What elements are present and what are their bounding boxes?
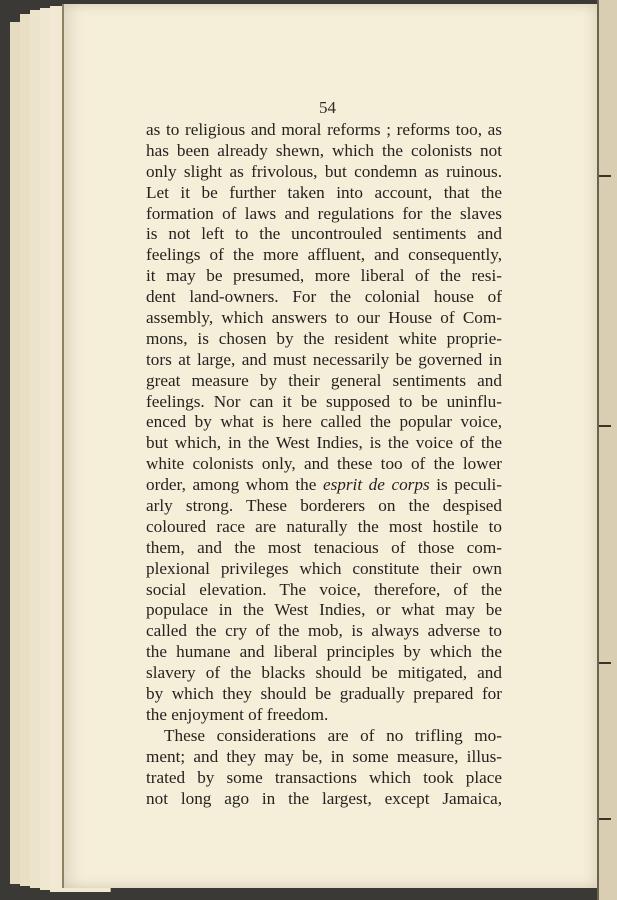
text-line: feelings. Nor can it be supposed to be uninflu-	[146, 391, 502, 411]
text-line: not long ago in the largest, except Jamaica,	[146, 788, 502, 808]
edge-mark	[599, 175, 611, 177]
text-line: as to religious and moral reforms ; reforms too, as	[146, 120, 502, 139]
text-line: coloured race are naturally the most hostile to	[146, 516, 502, 536]
text-line: has been already shewn, which the colonists not	[146, 140, 502, 160]
text-line: is not left to the uncontrouled sentiments and	[146, 224, 502, 244]
text-line: great measure by their general sentiments and	[146, 370, 502, 390]
text-line: assembly, which answers to our House of Com-	[146, 308, 502, 328]
text-line: them, and the most tenacious of those com-	[146, 537, 502, 557]
text-line: trated by some transactions which took place	[146, 767, 502, 787]
text-line: These considerations are of no trifling mo-	[164, 725, 502, 745]
text-line: feelings of the more affluent, and consequently,	[146, 245, 502, 265]
text-line: dent land-owners. For the colonial house of	[146, 287, 502, 307]
text-line: the enjoyment of freedom.	[146, 704, 329, 724]
text-line: populace in the West Indies, or what may be	[146, 600, 502, 620]
text-line: slavery of the blacks should be mitigated, and	[146, 663, 502, 683]
italic-phrase: esprit de corps	[322, 475, 430, 495]
text-line: mons, is chosen by the resident white proprie-	[146, 328, 502, 348]
text-line: enced by what is here called the popular voice,	[146, 412, 502, 432]
text-line: but which, in the West Indies, is the voice of the	[146, 433, 502, 453]
text-line: formation of laws and regulations for the slaves	[146, 203, 502, 223]
text-line: by which they should be gradually prepared for	[146, 684, 502, 704]
text-line: arly strong. These borderers on the despised	[146, 496, 502, 516]
text-line: tors at large, and must necessarily be governed in	[146, 349, 502, 369]
edge-mark	[599, 662, 611, 664]
text-line: Let it be further taken into account, that the	[146, 182, 502, 202]
text-line: white colonists only, and these too of the lower	[146, 454, 502, 474]
body-text	[146, 120, 502, 809]
page-number: 54	[319, 98, 336, 117]
text-line: only slight as frivolous, but condemn as ruinous.	[146, 161, 502, 181]
text-line: social elevation. The voice, therefore, of the	[146, 579, 502, 599]
text-fragment: is peculi-	[436, 475, 502, 495]
text-line: the humane and liberal principles by which the	[146, 642, 502, 662]
gutter-line	[62, 4, 64, 888]
text-fragment: order, among whom the	[146, 475, 317, 495]
text-line: plexional privileges which constitute their own	[146, 558, 502, 578]
text-line: ment; and they may be, in some measure, illus-	[146, 746, 502, 766]
edge-mark	[599, 425, 611, 427]
text-line-with-italic	[146, 475, 502, 496]
next-page-edge	[597, 0, 617, 900]
text-line: called the cry of the mob, is always adverse to	[146, 621, 502, 641]
edge-mark	[599, 818, 611, 820]
text-line: it may be presumed, more liberal of the resi-	[146, 266, 502, 286]
